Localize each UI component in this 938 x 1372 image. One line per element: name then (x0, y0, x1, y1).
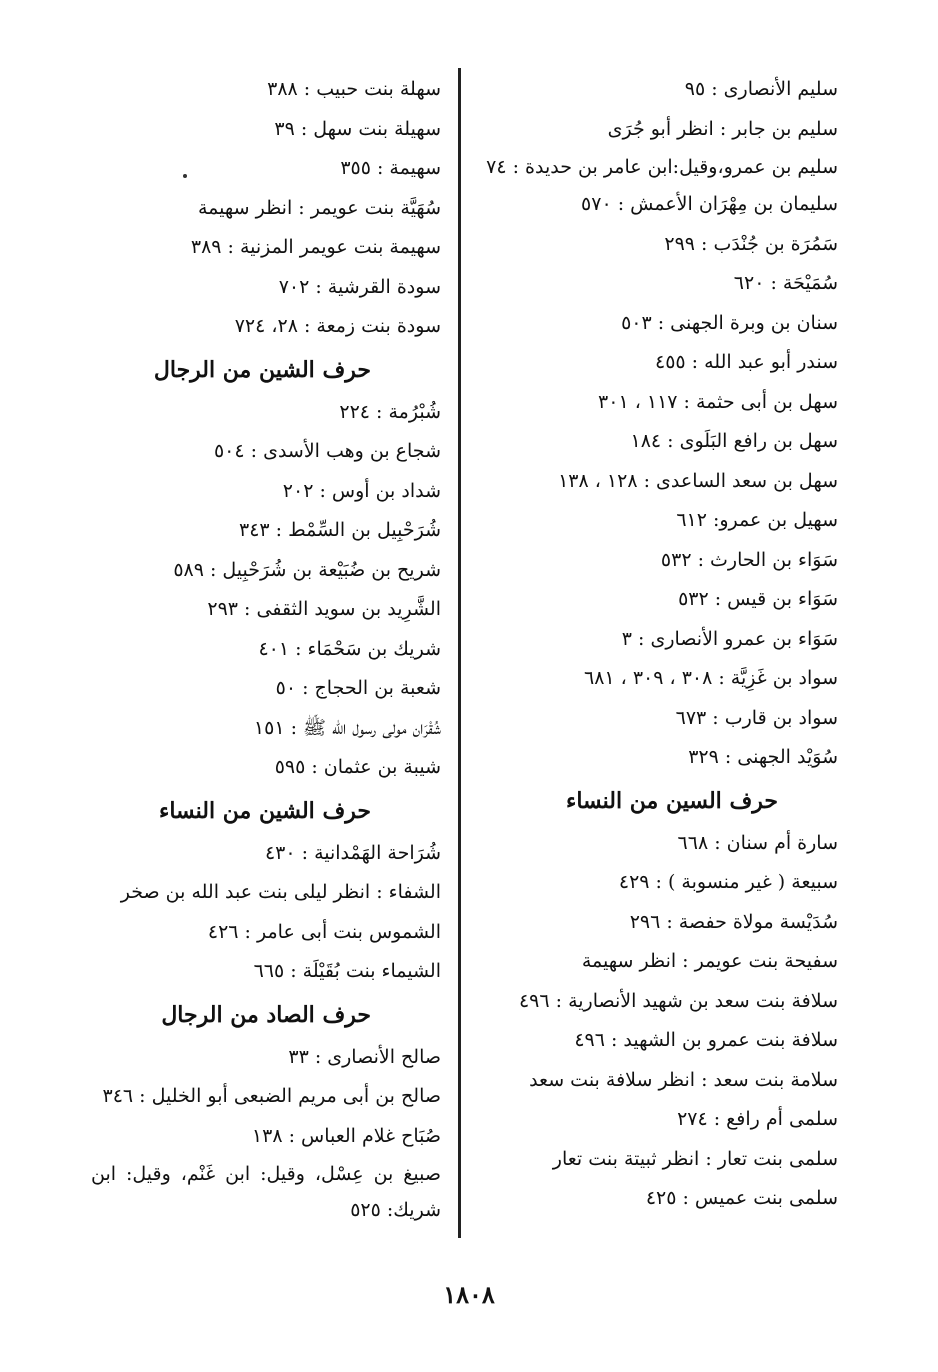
index-entry: سليم بن عمرو،وقيل:ابن عامر بن حديدة : ٧٤ (486, 156, 838, 178)
index-entry: صالح الأنصارى : ٣٣ (288, 1045, 441, 1068)
index-entry: سهل بن رافع البَلَوى : ١٨٤ (630, 430, 838, 452)
index-entry: سلافة بنت عمرو بن الشهيد : ٤٩٦ (574, 1029, 838, 1051)
index-entry: سهيلة بنت سهل : ٣٩ (274, 117, 441, 140)
index-entry: سليم بن جابر : انظر أبو جُرَى (607, 117, 838, 140)
index-entry: شجاع بن وهب الأسدى : ٥٠٤ (213, 440, 441, 462)
index-entry: سُمَيْحَة : ٦٢٠ (733, 272, 838, 294)
index-entry: سهل بن سعد الساعدى : ١٢٨ ، ١٣٨ (558, 469, 838, 492)
index-entry: سفيحة بنت عويمر : انظر سهيمة (581, 950, 838, 972)
index-entry: سلامة بنت سعد : انظر سلافة بنت سعد (529, 1068, 838, 1091)
index-entry: سواد بن غَزِيَّة : ٣٠٨ ، ٣٠٩ ، ٦٨١ (584, 667, 838, 689)
index-entry: سُدَيْسة مولاة حفصة : ٢٩٦ (629, 910, 838, 933)
index-entry: سلمى بنت تعار : انظر ثبيتة بنت تعار (552, 1147, 838, 1170)
index-entry: سهلة بنت حبيب : ٣٨٨ (267, 78, 441, 100)
column-divider (458, 68, 461, 1238)
index-entry: سارة أم سنان : ٦٦٨ (677, 831, 838, 854)
index-entry: سودة القرشية : ٧٠٢ (278, 275, 441, 298)
index-entry: سواد بن قارب : ٦٧٣ (675, 706, 838, 729)
index-entry: شُرَحْبِيل بن السِّمْط : ٣٤٣ (239, 519, 441, 541)
index-entry: سليم الأنصارى : ٩٥ (684, 78, 838, 100)
index-entry: شريح بن ضُبَيْعة بن شُرَحْبِيل : ٥٨٩ (173, 558, 441, 581)
index-entry: شُرَاحة الهَمْدانية : ٤٣٠ (264, 841, 441, 864)
index-entry: شريك بن سَحْمَاء : ٤٠١ (258, 637, 441, 660)
index-entry: سهيل بن عمرو: ٦١٢ (676, 509, 838, 531)
ink-speck (183, 174, 187, 178)
index-entry: سلمى أم رافع : ٢٧٤ (677, 1108, 838, 1130)
index-entry: سلافة بنت سعد بن شهيد الأنصارية : ٤٩٦ (518, 989, 838, 1012)
section-heading: حرف الشين من النساء (158, 797, 371, 824)
index-entry: سَوَاء بن عمرو الأنصارى : ٣ (621, 627, 838, 650)
index-entry: سلمى بنت عميس : ٤٢٥ (645, 1187, 838, 1209)
index-entry: سبيعة ( غير منسوبة ) : ٤٢٩ (618, 871, 838, 893)
index-entry: شعبة بن الحجاج : ٥٠ (275, 677, 441, 699)
index-entry: شداد بن أوس : ٢٠٢ (282, 479, 441, 502)
index-entry: صبيغ بن عِسْل، وقيل: ابن غَنْم، وقيل: ابن شريك: ٥٢٥ (91, 1163, 441, 1221)
index-entry: سهيمة بنت عويمر المزنية : ٣٨٩ (190, 236, 441, 258)
index-entry: الشفاء : انظر ليلى بنت عبد الله بن صخر (120, 881, 441, 903)
index-entry: صالح بن أبى مريم الضبعى أبو الخليل : ٣٤٦ (102, 1085, 441, 1107)
index-entry: سُهَيَّة بنت عويمر : انظر سهيمة (197, 196, 441, 219)
index-entry: الشَّرِيد بن سويد الثقفى : ٢٩٣ (207, 598, 441, 620)
index-entry: الشيماء بنت بُقَيْلَة : ٦٦٥ (253, 960, 441, 982)
index-entry: سنان بن وبرة الجهنى : ٥٠٣ (621, 311, 838, 334)
index-entry: سَمُرَة بن جُنْدَب : ٢٩٩ (664, 232, 838, 255)
index-entry: سودة بنت زمعة : ٢٨، ٧٢٤ (234, 315, 441, 337)
page-number: ١٨٠٨ (443, 1280, 495, 1309)
index-entry: سهيمة : ٣٥٥ (340, 157, 441, 179)
section-heading: حرف الشين من الرجال (153, 356, 371, 383)
index-entry: الشموس بنت أبى عامر : ٤٢٦ (207, 920, 441, 943)
index-entry: سندر أبو عبد الله : ٤٥٥ (655, 351, 838, 373)
left-column (91, 70, 441, 1228)
index-entry: سليمان بن مِهْرَان الأعمش : ٥٧٠ (581, 193, 838, 215)
right-column (448, 70, 838, 1219)
index-entry: سَوَاء بن قيس : ٥٣٢ (678, 588, 838, 610)
section-heading: حرف الصاد من الرجال (161, 1001, 371, 1028)
index-entry: سَوَاء بن الحارث : ٥٣٢ (660, 548, 838, 571)
index-entry: سُوَيْد الجهنى : ٣٢٩ (688, 746, 838, 768)
index-entry: شُقْرَان مولى رسول الله ﷺ : ١٥١ (253, 716, 441, 739)
index-entry: صُبَاح غلام العباس : ١٣٨ (251, 1124, 441, 1147)
index-entry: شيبة بن عثمان : ٥٩٥ (274, 756, 441, 778)
section-heading: حرف السين من النساء (565, 787, 778, 814)
index-entry: شُبْرُمة : ٢٢٤ (339, 400, 441, 423)
index-entry: سهل بن أبى حثمة : ١١٧ ، ٣٠١ (598, 390, 838, 413)
